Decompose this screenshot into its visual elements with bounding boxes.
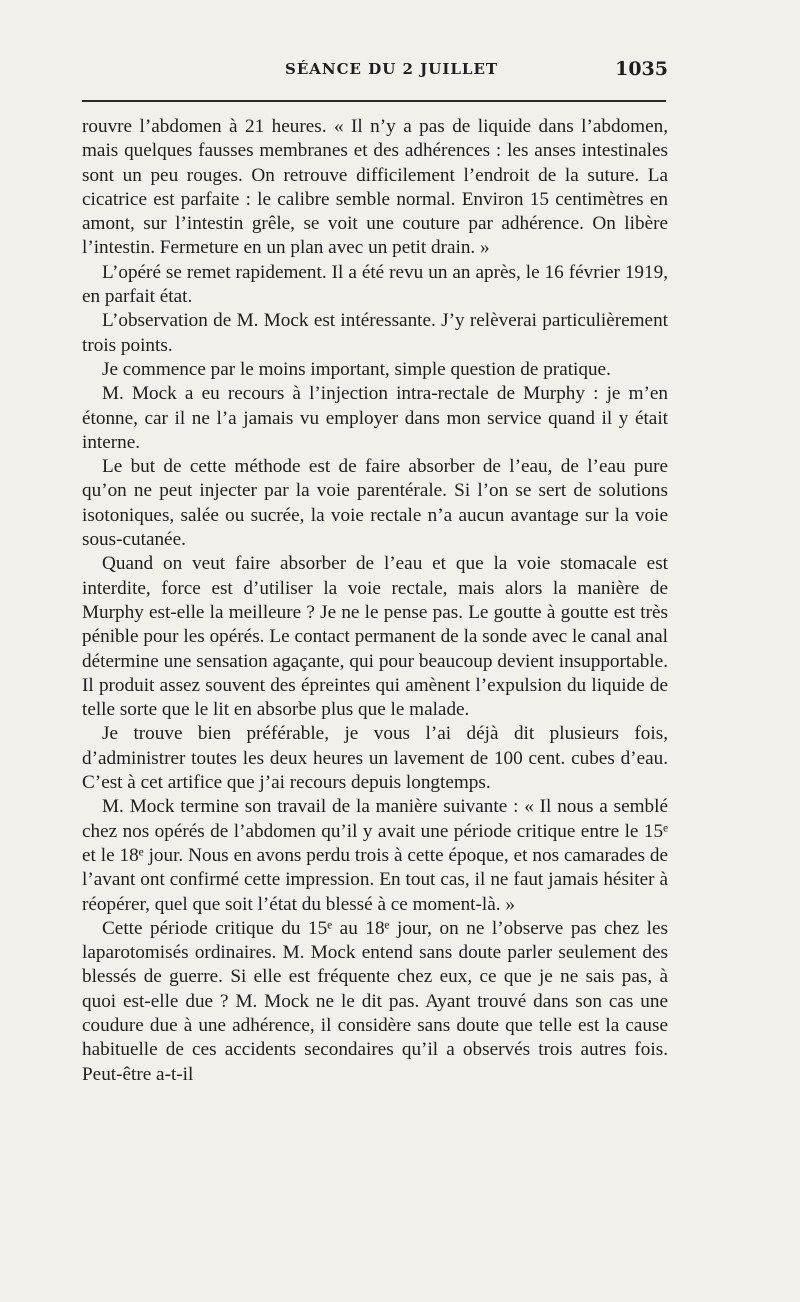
paragraph: Quand on veut faire absorber de l’eau et que la voie stomacale est interdite, force est d’utiliser la voie rectale, mais alors la manière de Murphy est-elle la meilleure ? Je ne le pense pas. Le goutte à goutte est très pénible pour les opérés. Le contact permanent de la sonde avec le canal anal détermine une sensation agaçante, qui pour beaucoup devient insupportable. Il produit assez souvent des épreintes qui amènent l’expulsion du liquide de telle sorte que le lit en absorbe plus que le malade. — [82, 553, 668, 721]
body-text — [82, 115, 668, 1087]
header-rule — [82, 100, 666, 102]
paragraph: L’observation de M. Mock est intéressante. J’y relèverai particulièrement trois points. — [82, 310, 668, 356]
page-number: 1035 — [615, 58, 668, 80]
paragraph: Le but de cette méthode est de faire absorber de l’eau, de l’eau pure qu’on ne peut injecter par la voie parentérale. Si l’on se sert de solutions isotoniques, salée ou sucrée, la voie rectale n’a aucun avantage sur la voie sous-cutanée. — [82, 456, 668, 551]
paragraph: Je commence par le moins important, simple question de pratique. — [102, 358, 611, 380]
paragraph: M. Mock termine son travail de la manière suivante : « Il nous a semblé chez nos opérés de l’abdomen qu’il y avait une période critique entre le 15ᵉ et le 18ᵉ jour. Nous en avons perdu trois à cette époque, et nos camarades de l’avant ont confirmé cette impression. En tout cas, il ne faut jamais hésiter à réopérer, quel que soit l’état du blessé à ce moment-là. » — [82, 796, 668, 915]
page-header — [0, 60, 800, 84]
paragraph: Je trouve bien préférable, je vous l’ai déjà dit plusieurs fois, d’administrer toutes les deux heures un lavement de 100 cent. cubes d’eau. C’est à cet artifice que j’ai recours depuis longtemps. — [82, 723, 668, 794]
paragraph: rouvre l’abdomen à 21 heures. « Il n’y a pas de liquide dans l’abdomen, mais quelques fausses membranes et des adhérences : les anses intestinales sont un peu rouges. On retrouve difficilement l’endroit de la suture. La cicatrice est parfaite : le calibre semble normal. Environ 15 centimètres en amont, sur l’intestin grêle, se voit une couture par adhérence. On libère l’intestin. Fermeture en un plan avec un petit drain. » — [82, 116, 668, 259]
paragraph: L’opéré se remet rapidement. Il a été revu un an après, le 16 février 1919, en parfait état. — [82, 261, 668, 308]
paragraph: Cette période critique du 15ᵉ au 18ᵉ jour, on ne l’observe pas chez les laparotomisés ordinaires. M. Mock entend sans doute parler seulement des blessés de guerre. Si elle est fréquente chez eux, ce que je ne sais pas, à quoi est-elle due ? M. Mock ne le dit pas. Ayant trouvé dans son cas une coudure due à une adhérence, il considère sans doute que telle est la cause habituelle de ces accidents secondaires qu’il a observés trois autres fois. Peut-être a-t-il — [82, 917, 668, 1085]
running-head: SÉANCE DU 2 JUILLET — [285, 60, 499, 78]
paragraph: M. Mock a eu recours à l’injection intra-rectale de Murphy : je m’en étonne, car il ne l’a jamais vu employer dans mon service quand il y était interne. — [82, 383, 668, 453]
